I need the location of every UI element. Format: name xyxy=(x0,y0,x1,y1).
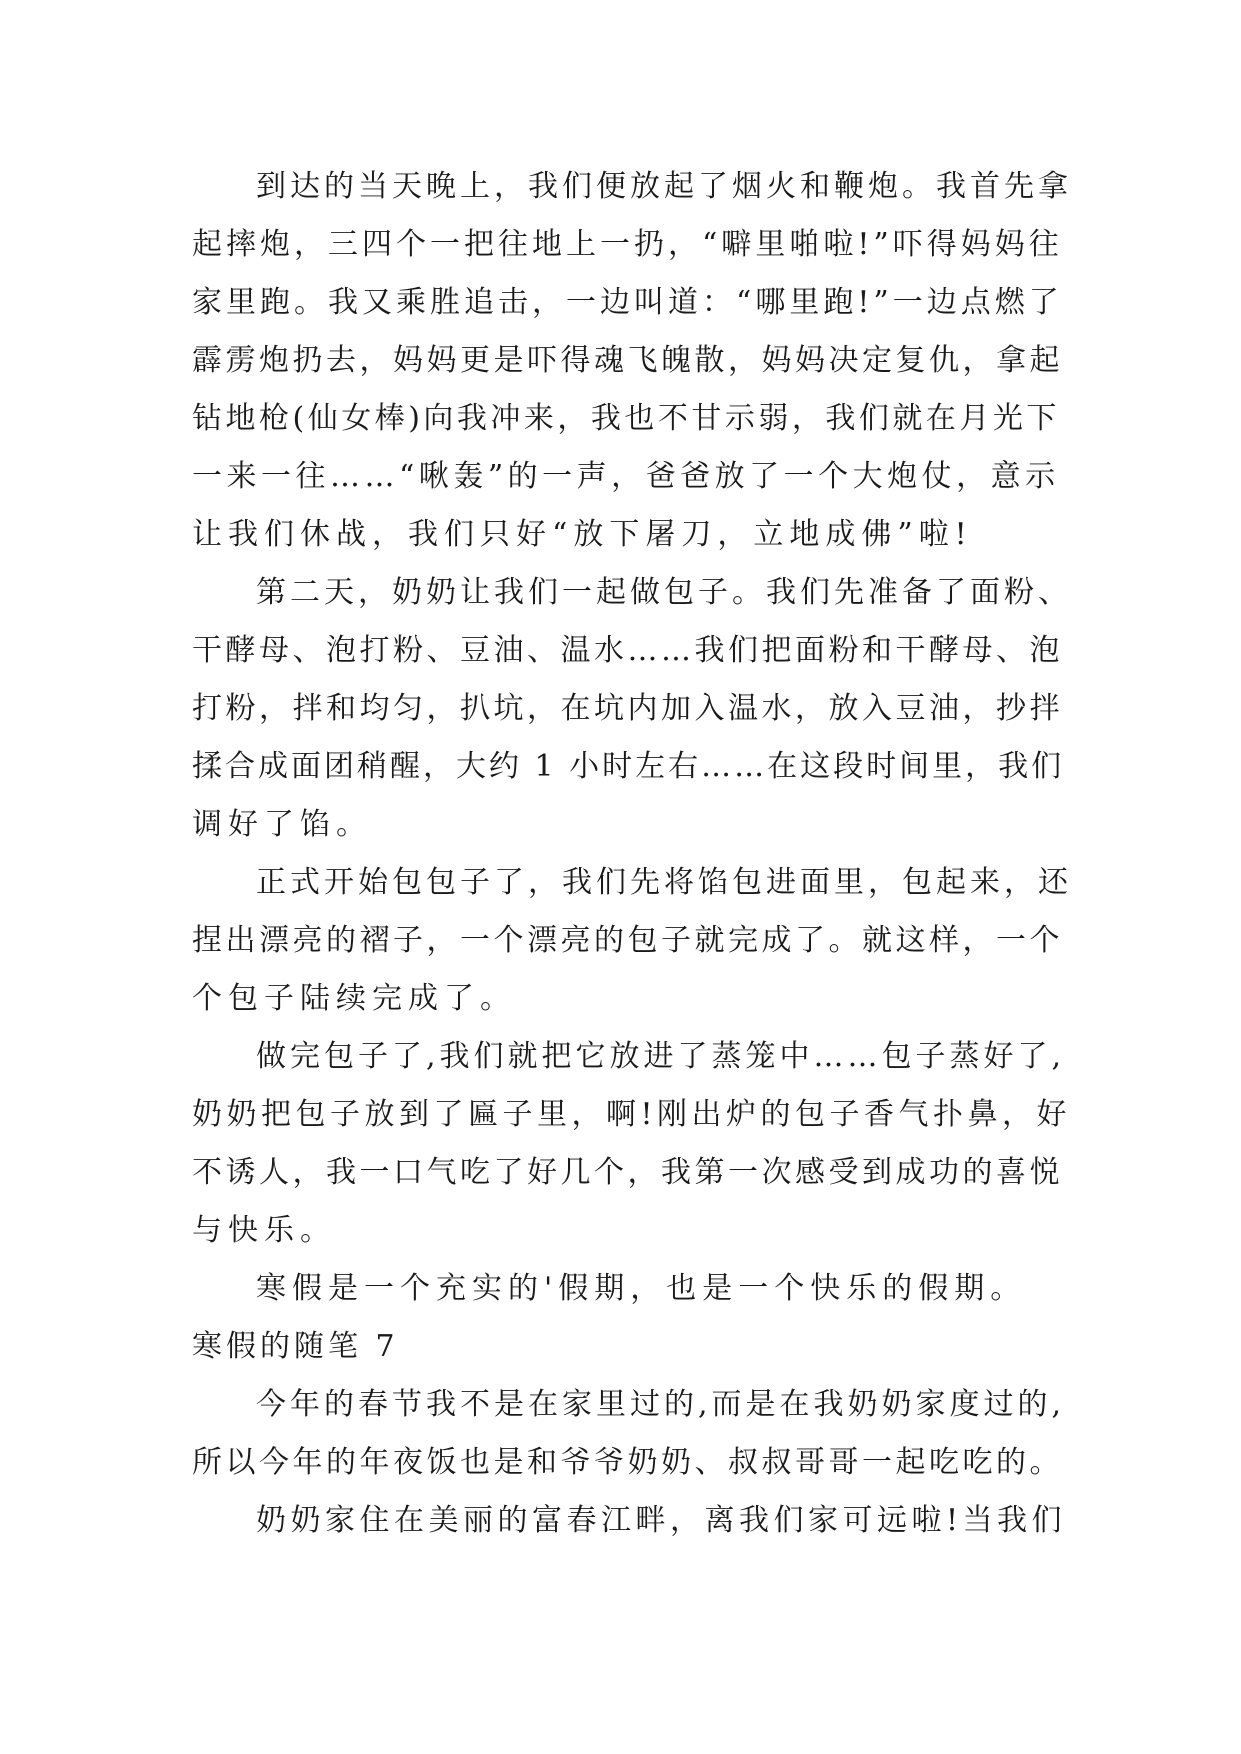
text-line: 寒假是一个充实的'假期，也是一个快乐的假期。 xyxy=(256,1271,1027,1306)
text-line: 与快乐。 xyxy=(192,1213,336,1248)
text-line: 霹雳炮扔去，妈妈更是吓得魂飞魄散，妈妈决定复仇，拿起 xyxy=(192,343,1063,378)
text-line: 捏出漂亮的褶子，一个漂亮的包子就完成了。就这样，一个 xyxy=(192,923,1063,958)
text-line: 起摔炮，三四个一把往地上一扔，“噼里啪啦!”吓得妈妈往 xyxy=(192,227,1063,262)
document-body xyxy=(192,158,1072,1550)
text-line: 所以今年的年夜饭也是和爷爷奶奶、叔叔哥哥一起吃吃的。 xyxy=(192,1445,1063,1480)
text-line: 揉合成面团稍醒，大约 1 小时左右……在这段时间里，我们 xyxy=(192,749,1065,784)
text-line: 正式开始包包子了，我们先将馅包进面里，包起来，还 xyxy=(256,865,1072,900)
text-line: 奶奶把包子放到了匾子里，啊!刚出炉的包子香气扑鼻，好 xyxy=(192,1097,1072,1132)
text-line: 奶奶家住在美丽的富春江畔，离我们家可远啦!当我们 xyxy=(256,1503,1067,1538)
text-line: 个包子陆续完成了。 xyxy=(192,981,516,1016)
text-line: 第二天，奶奶让我们一起做包子。我们先准备了面粉、 xyxy=(256,575,1072,610)
text-line: 调好了馅。 xyxy=(192,807,372,842)
text-line: 钻地枪(仙女棒)向我冲来，我也不甘示弱，我们就在月光下 xyxy=(192,401,1060,436)
section-heading: 寒假的随笔 7 xyxy=(192,1329,399,1364)
text-line: 一来一往……“啾轰”的一声，爸爸放了一个大炮仗，意示 xyxy=(192,459,1060,494)
text-line: 到达的当天晚上，我们便放起了烟火和鞭炮。我首先拿 xyxy=(256,169,1072,204)
text-line: 不诱人，我一口气吃了好几个，我第一次感受到成功的喜悦 xyxy=(192,1155,1063,1190)
text-line: 让我们休战，我们只好“放下屠刀，立地成佛”啦! xyxy=(192,517,973,552)
text-line: 今年的春节我不是在家里过的,而是在我奶奶家度过的, xyxy=(256,1387,1066,1422)
text-line: 家里跑。我又乘胜追击，一边叫道：“哪里跑!”一边点燃了 xyxy=(192,285,1063,320)
text-line: 做完包子了,我们就把它放进了蒸笼中……包子蒸好了, xyxy=(256,1039,1066,1074)
text-line: 打粉，拌和均匀，扒坑，在坑内加入温水，放入豆油，抄拌 xyxy=(192,691,1063,726)
text-line: 干酵母、泡打粉、豆油、温水……我们把面粉和干酵母、泡 xyxy=(192,633,1063,668)
